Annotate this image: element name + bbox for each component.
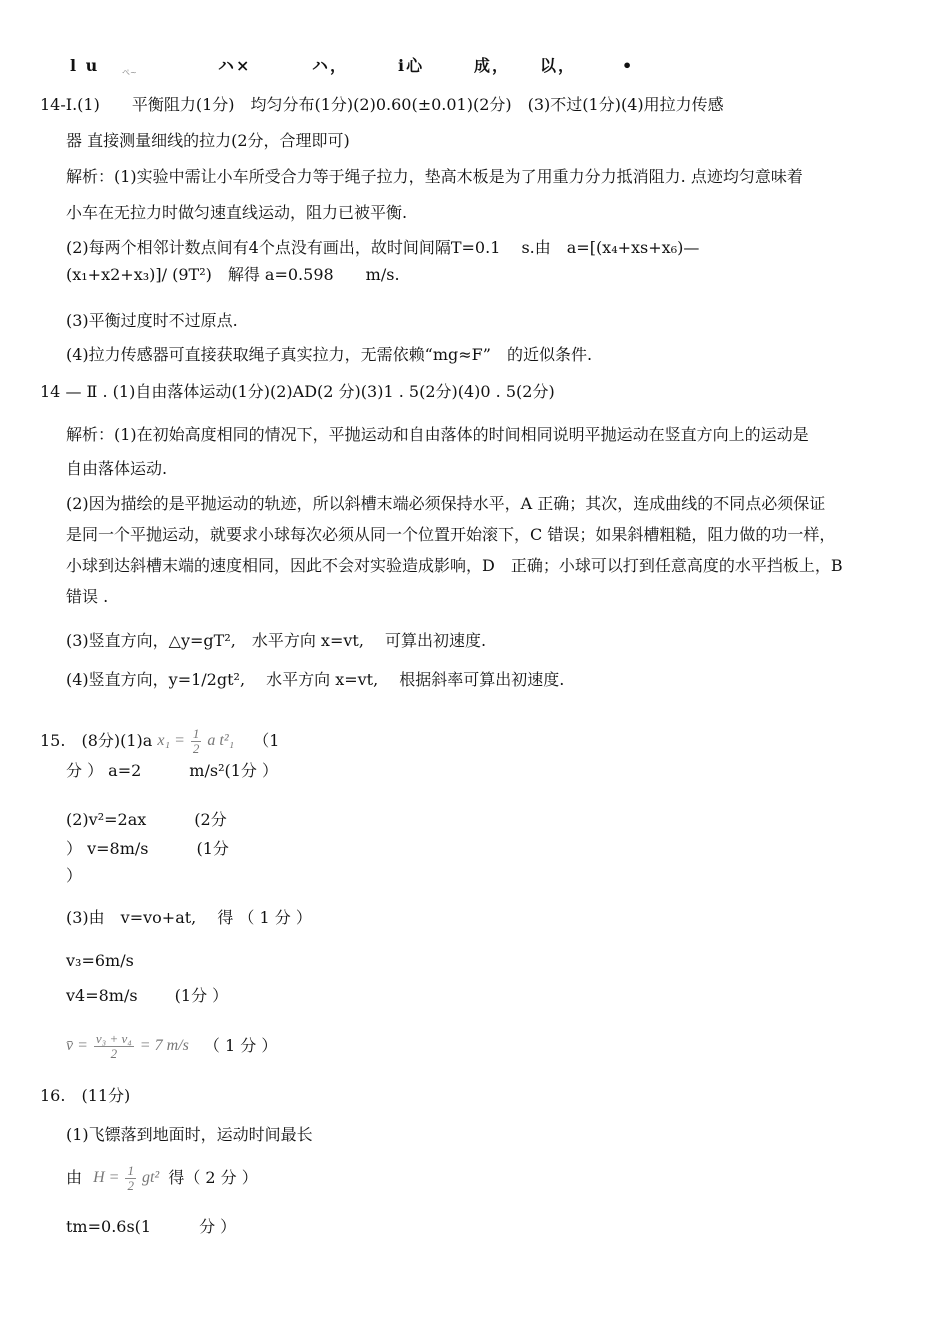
q14-1-explanation-6: (4)拉力传感器可直接获取绳子真实拉力，无需依赖“mg≈F” 的近似条件.	[66, 345, 593, 364]
header-fragment-d: ハ，	[312, 56, 349, 75]
q15-formula-x1-rhs: a t²₁	[207, 732, 235, 750]
q16-formula-frac-num: 1	[127, 1163, 134, 1178]
q14-1-answer-line2: 器 直接测量细线的拉力(2分，合理即可)	[66, 131, 350, 150]
q16-part1-result: tm=0.6s(1 分 ）	[66, 1217, 237, 1236]
q14-1-explanation-5: (3)平衡过度时不过原点.	[66, 311, 238, 330]
q15-part2-line1: (2)v²=2ax (2分	[66, 810, 227, 829]
q16-formula-frac	[125, 1164, 136, 1193]
header-fragment-b: ぺ~	[122, 68, 137, 77]
header-fragment-a: l u	[70, 56, 100, 75]
q14-1-answer-line1: 14-I.(1) 平衡阻力(1分) 均匀分布(1分)(2)0.60(±0.01)(2分) (3)不过(1分)(4)用拉力传感	[40, 95, 724, 114]
q15-average-frac-num: v₃ + v₄	[95, 1031, 132, 1046]
q14-1-explanation-2: 小车在无拉力时做匀速直线运动，阻力已被平衡.	[66, 203, 408, 222]
q16-formula-prefix: 由	[66, 1168, 83, 1187]
q14-1-explanation-4: (x₁+x2+x₃)]/ (9T²) 解得 a=0.598 m/s.	[66, 265, 400, 284]
q15-part3-v3: v₃=6m/s	[66, 951, 134, 970]
q15-average-score: （ 1 分 ）	[203, 1036, 278, 1055]
q16-part1-formula-line	[66, 1164, 258, 1193]
q14-2-explanation-5: 小球到达斜槽末端的速度相同，因此不会对实验造成影响，D 正确；小球可以打到任意高度的水平挡板上，B	[66, 556, 843, 575]
q15-part3-line1: (3)由 v=vo+at, 得 （ 1 分 ）	[66, 908, 312, 927]
q15-part1-line	[40, 727, 279, 756]
header-fragment-h: •	[622, 56, 635, 75]
q14-2-explanation-4: 是同一个平抛运动，就要求小球每次必须从同一个位置开始滚下，C 错误；如果斜槽粗糙，阻力做的功一样，	[66, 525, 836, 544]
q16-title: 16. (11分)	[40, 1086, 131, 1105]
q15-formula-x1-frac	[191, 727, 202, 756]
q15-part3-average-line	[66, 1032, 277, 1061]
header-fragment-e: i心	[398, 56, 425, 75]
header-fragment-f: 成，	[474, 56, 511, 75]
q15-part1-result: 分 ） a=2 m/s²(1分 ）	[66, 761, 278, 780]
q16-formula-H	[93, 1164, 159, 1193]
q16-formula-rhs: gt²	[141, 1169, 160, 1187]
header-fragment-g: 以，	[540, 56, 577, 75]
q15-average-lhs: v̄ =	[66, 1037, 88, 1055]
q15-formula-x1-lhs: x₁ =	[157, 732, 185, 750]
q16-formula-score: 得（ 2 分 ）	[168, 1168, 258, 1187]
q15-average-formula	[66, 1032, 189, 1061]
q14-2-answer-line: 14 — Ⅱ . (1)自由落体运动(1分)(2)AD(2 分)(3)1 . 5(2分)(4)0 . 5(2分)	[40, 382, 555, 401]
q15-average-frac	[94, 1032, 134, 1061]
q14-2-explanation-7: (3)竖直方向，△y=gT², 水平方向 x=vt, 可算出初速度.	[66, 631, 487, 650]
q14-2-explanation-2: 自由落体运动.	[66, 459, 168, 478]
q14-2-explanation-6: 错误 .	[66, 587, 109, 606]
q15-part1-label: 15. (8分)(1)a	[40, 731, 153, 750]
q15-average-rhs: = 7 m/s	[139, 1037, 189, 1055]
q14-1-explanation-1: 解析：(1)实验中需让小车所受合力等于绳子拉力，垫高木板是为了用重力分力抵消阻力. 点迹均匀意味着	[66, 167, 803, 186]
header-fragment-c: ハ×	[218, 56, 252, 75]
q15-part3-v4: v4=8m/s (1分 ）	[66, 986, 229, 1005]
q15-average-frac-den: 2	[110, 1046, 118, 1061]
q16-formula-lhs: H =	[93, 1169, 120, 1187]
q16-part1-line1: (1)飞镖落到地面时，运动时间最长	[66, 1125, 313, 1144]
q15-part2-line3: ）	[66, 866, 83, 885]
q14-2-explanation-8: (4)竖直方向，y=1/2gt², 水平方向 x=vt, 根据斜率可算出初速度.	[66, 670, 565, 689]
q15-part1-score-open: （1	[253, 731, 280, 750]
q15-part2-line2: ） v=8m/s (1分	[66, 839, 229, 858]
q15-formula-x1	[157, 727, 234, 756]
q14-2-explanation-1: 解析：(1)在初始高度相同的情况下，平抛运动和自由落体的时间相同说明平抛运动在竖直方向上的运动是	[66, 425, 809, 444]
q16-formula-frac-den: 2	[127, 1178, 134, 1193]
q15-formula-x1-frac-den: 2	[192, 741, 200, 756]
q15-formula-x1-frac-num: 1	[192, 726, 200, 741]
q14-2-explanation-3: (2)因为描绘的是平抛运动的轨迹，所以斜槽末端必须保持水平，A 正确；其次，连成曲线的不同点必须保证	[66, 494, 826, 513]
q14-1-explanation-3: (2)每两个相邻计数点间有4个点没有画出，故时间间隔T=0.1 s.由 a=[(x₄+xs+x₆)—	[66, 238, 700, 257]
